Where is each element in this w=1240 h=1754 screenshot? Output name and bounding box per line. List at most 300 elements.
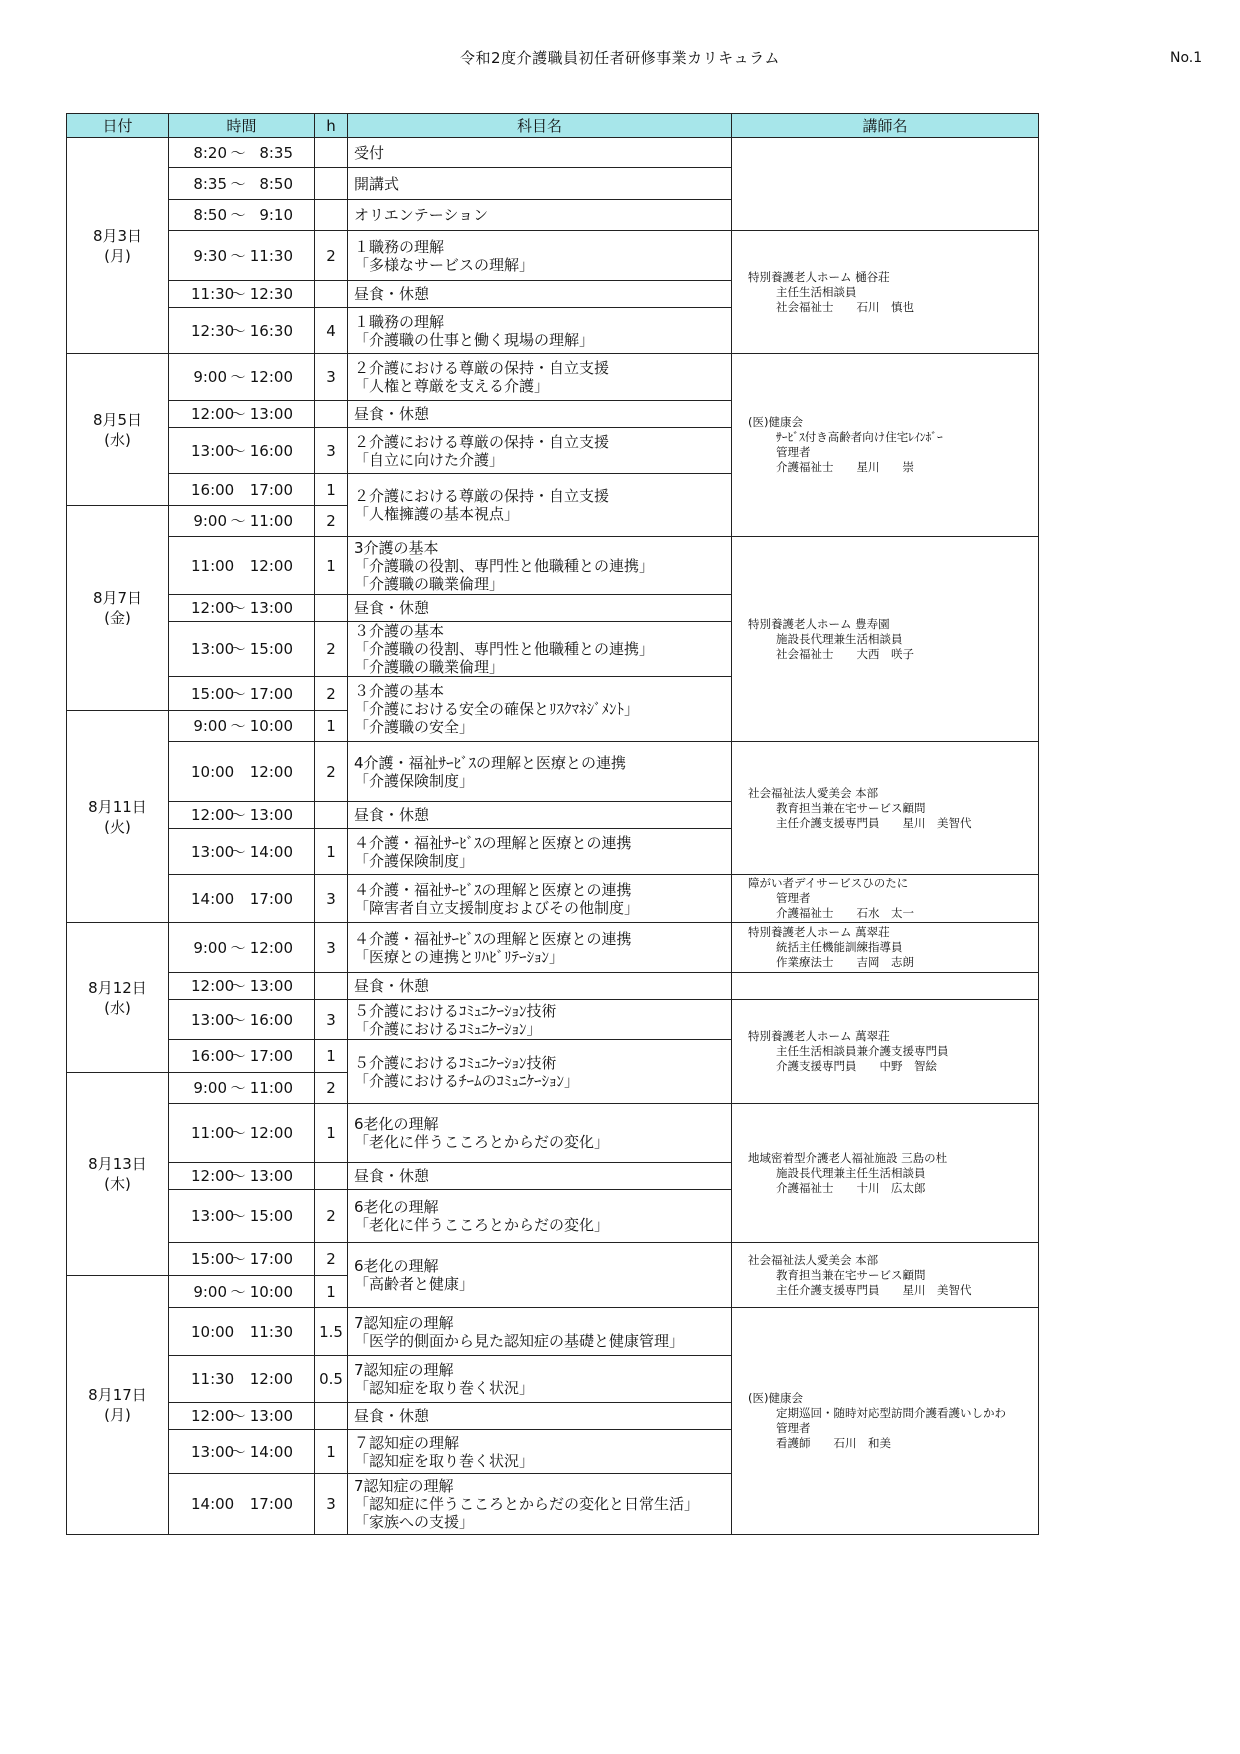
hours-cell: 1 — [315, 537, 348, 595]
instructor-line: 特別養護老人ホーム 萬翠荘 — [748, 1029, 890, 1043]
instructor-line: 地域密着型介護老人福祉施設 三島の杜 — [748, 1150, 948, 1165]
start-time: 13:00 — [191, 441, 235, 460]
hours-cell — [315, 200, 348, 231]
end-time: 14:00 — [249, 842, 293, 861]
time-cell — [169, 506, 315, 537]
date-line: 8月3日 — [92, 226, 143, 245]
time-cell — [169, 1403, 315, 1430]
subject-cell — [348, 138, 732, 168]
start-time: 9:30 — [193, 246, 227, 265]
end-time: 13:00 — [249, 977, 293, 995]
subject-cell — [348, 829, 732, 875]
hours-cell — [315, 802, 348, 829]
instructor-line: 障がい者デイサービスひのたに — [748, 876, 909, 890]
start-time: 15:00 — [191, 684, 235, 703]
subject-line: 「多様なサービスの理解」 — [354, 255, 535, 274]
end-time: 15:00 — [249, 640, 293, 658]
time-cell — [169, 354, 315, 401]
time-cell — [169, 1356, 315, 1403]
instructor-line: 介護福祉士 石水 太一 — [776, 906, 914, 920]
subject-cell — [348, 354, 732, 401]
time-cell — [169, 875, 315, 923]
end-time: 12:00 — [249, 368, 293, 386]
date-line: (月) — [104, 1406, 131, 1424]
start-time: 9:00 — [193, 368, 227, 386]
end-time: 13:00 — [249, 806, 293, 824]
end-time: 10:00 — [249, 717, 293, 735]
start-time: 14:00 — [191, 889, 235, 908]
date-line: 8月12日 — [88, 978, 147, 997]
subject-cell — [348, 474, 732, 537]
instructor-line: 主任生活相談員 — [776, 284, 857, 299]
time-cell — [169, 428, 315, 474]
end-time: 12:00 — [249, 1124, 293, 1142]
date-line: 8月11日 — [88, 797, 147, 816]
instructor-line: 介護支援専門員 中野 智絵 — [776, 1059, 937, 1073]
end-time: 12:30 — [249, 285, 293, 303]
time-separator: ～ — [230, 1250, 246, 1268]
time-cell — [169, 1073, 315, 1104]
time-cell — [169, 742, 315, 802]
date-line: 8月7日 — [92, 589, 143, 607]
hours-cell: 2 — [315, 1190, 348, 1243]
table-row — [67, 1000, 1039, 1040]
time-separator: ～ — [230, 1079, 246, 1097]
start-time: 10:00 — [191, 762, 235, 781]
time-separator: ～ — [230, 174, 246, 193]
time-cell — [169, 1276, 315, 1308]
end-time: 16:00 — [249, 1010, 293, 1029]
date-cell — [67, 1276, 169, 1535]
hours-cell: 2 — [315, 231, 348, 281]
end-time: 13:00 — [249, 599, 293, 617]
instructor-line: 統括主任機能訓練指導員 — [776, 940, 903, 954]
time-cell — [169, 537, 315, 595]
end-time: 12:00 — [249, 556, 293, 575]
hours-cell: 3 — [315, 1000, 348, 1040]
subject-cell — [348, 200, 732, 231]
instructor-cell — [732, 1243, 1039, 1308]
subject-line: ４介護・福祉ｻｰﾋﾞｽの理解と医療との連携 — [354, 929, 632, 948]
table-row — [67, 923, 1039, 973]
start-time: 9:00 — [193, 1282, 227, 1301]
subject-cell — [348, 308, 732, 354]
date-line: (水) — [104, 430, 131, 449]
end-time: 16:00 — [249, 441, 293, 460]
instructor-line: 介護福祉士 星川 崇 — [776, 460, 914, 474]
time-cell — [169, 1104, 315, 1163]
start-time: 16:00 — [191, 1047, 235, 1065]
subject-cell — [348, 281, 732, 308]
subject-line: 6老化の理解 — [354, 1115, 439, 1133]
time-separator: ～ — [230, 143, 246, 162]
hours-cell: 1 — [315, 1040, 348, 1073]
subject-line: 昼食・休憩 — [354, 599, 430, 617]
hours-cell: 1 — [315, 474, 348, 506]
date-cell — [67, 138, 169, 354]
start-time: 11:30 — [191, 285, 235, 303]
hours-cell: 2 — [315, 1243, 348, 1276]
end-time: 11:00 — [249, 512, 293, 530]
time-separator: ～ — [230, 1167, 246, 1185]
subject-cell — [348, 622, 732, 677]
instructor-line: 主任生活相談員兼介護支援専門員 — [776, 1044, 949, 1058]
table-row — [67, 973, 1039, 1000]
instructor-line: 介護福祉士 十川 広太郎 — [776, 1180, 926, 1195]
start-time: 8:50 — [193, 206, 227, 224]
hours-cell — [315, 138, 348, 168]
instructor-line: 社会福祉士 石川 慎也 — [776, 299, 914, 314]
subject-cell — [348, 595, 732, 622]
end-time: 12:00 — [249, 938, 293, 957]
end-time: 17:00 — [249, 889, 293, 908]
end-time: 8:50 — [259, 174, 293, 193]
start-time: 12:00 — [191, 1167, 235, 1185]
subject-line: 「認知症を取り巻く状況」 — [354, 1451, 535, 1470]
hours-cell: 1 — [315, 1104, 348, 1163]
date-line: 8月13日 — [88, 1155, 147, 1173]
end-time: 17:00 — [249, 1495, 293, 1513]
end-time: 13:00 — [249, 405, 293, 423]
time-cell — [169, 1243, 315, 1276]
subject-line: 「介護職の仕事と働く現場の理解」 — [354, 330, 595, 349]
instructor-line: 教育担当兼在宅サービス顧問 — [776, 1267, 926, 1282]
time-cell — [169, 1163, 315, 1190]
start-time: 11:00 — [191, 1124, 235, 1142]
start-time: 15:00 — [191, 1250, 235, 1268]
subject-line: 昼食・休憩 — [354, 1167, 430, 1185]
subject-line: 3介護の基本 — [354, 538, 439, 557]
start-time: 9:00 — [193, 1079, 227, 1097]
table-row — [67, 1308, 1039, 1356]
instructor-cell — [732, 1000, 1039, 1104]
end-time: 11:00 — [249, 1079, 293, 1097]
time-separator: ～ — [230, 246, 246, 265]
time-cell — [169, 474, 315, 506]
subject-cell — [348, 1163, 732, 1190]
time-cell — [169, 802, 315, 829]
start-time: 12:00 — [191, 1407, 235, 1425]
subject-line: 「障害者自立支援制度およびその他制度」 — [354, 898, 640, 917]
subject-cell — [348, 1403, 732, 1430]
hours-cell: 3 — [315, 923, 348, 973]
instructor-line: 社会福祉士 大西 咲子 — [776, 646, 914, 661]
time-cell — [169, 281, 315, 308]
start-time: 8:20 — [193, 143, 227, 162]
subject-line: ３介護の基本 — [354, 622, 445, 640]
time-cell — [169, 231, 315, 281]
time-separator: ～ — [230, 206, 246, 224]
subject-line: １職務の理解 — [354, 237, 445, 256]
instructor-line: 施設長代理兼生活相談員 — [776, 631, 903, 646]
hours-cell: 2 — [315, 1073, 348, 1104]
time-separator: ～ — [230, 321, 246, 340]
start-time: 12:00 — [191, 977, 235, 995]
time-separator: ～ — [230, 599, 246, 617]
hours-cell: 2 — [315, 622, 348, 677]
subject-line: オリエンテーション — [354, 206, 489, 224]
header-instructor: 講師名 — [732, 114, 1039, 138]
time-separator: ～ — [230, 938, 246, 957]
subject-line: 「介護におけるﾁｰﾑのｺﾐｭﾆｹｰｼｮﾝ」 — [354, 1071, 580, 1090]
time-separator: ～ — [230, 977, 246, 995]
subject-line: 「介護職の役割、専門性と他職種との連携」 — [354, 640, 655, 658]
time-cell — [169, 595, 315, 622]
start-time: 10:00 — [191, 1322, 235, 1341]
instructor-line: 特別養護老人ホーム 萬翠荘 — [748, 925, 890, 939]
end-time: 17:00 — [249, 1047, 293, 1065]
hours-cell: 3 — [315, 428, 348, 474]
subject-line: 昼食・休憩 — [354, 405, 430, 423]
subject-cell — [348, 875, 732, 923]
instructor-cell — [732, 537, 1039, 742]
instructor-cell — [732, 923, 1039, 973]
subject-line: 「介護職の安全」 — [354, 718, 475, 736]
time-cell — [169, 168, 315, 200]
time-separator: ～ — [230, 405, 246, 423]
subject-line: 「自立に向けた介護」 — [354, 450, 505, 469]
hours-cell: 3 — [315, 354, 348, 401]
subject-line: 「老化に伴うこころとからだの変化」 — [354, 1216, 610, 1234]
hours-cell: 2 — [315, 506, 348, 537]
instructor-cell — [732, 742, 1039, 875]
time-cell — [169, 973, 315, 1000]
header-time: 時間 — [169, 114, 315, 138]
hours-cell: 1 — [315, 1430, 348, 1474]
hours-cell: 4 — [315, 308, 348, 354]
subject-line: 昼食・休憩 — [354, 1407, 430, 1425]
subject-cell — [348, 1308, 732, 1356]
end-time: 13:00 — [249, 1407, 293, 1425]
time-separator: ～ — [230, 806, 246, 824]
header-hours: h — [315, 114, 348, 138]
time-cell — [169, 1040, 315, 1073]
instructor-line: 主任介護支援専門員 星川 美智代 — [776, 1282, 972, 1297]
subject-line: 「医療との連携とﾘﾊﾋﾞﾘﾃｰｼｮﾝ」 — [354, 947, 565, 966]
subject-line: 「介護職の職業倫理」 — [354, 574, 505, 593]
end-time: 12:00 — [249, 762, 293, 781]
start-time: 12:00 — [191, 405, 235, 423]
time-cell — [169, 1000, 315, 1040]
subject-line: 受付 — [354, 143, 385, 162]
table-row — [67, 742, 1039, 802]
hours-cell — [315, 595, 348, 622]
start-time: 12:00 — [191, 599, 235, 617]
end-time: 14:00 — [249, 1442, 293, 1461]
start-time: 13:00 — [191, 640, 235, 658]
time-separator: ～ — [230, 1207, 246, 1225]
hours-cell — [315, 973, 348, 1000]
subject-line: ５介護におけるｺﾐｭﾆｹｰｼｮﾝ技術 — [354, 1001, 557, 1020]
start-time: 12:00 — [191, 806, 235, 824]
date-line: 8月17日 — [88, 1386, 147, 1404]
end-time: 10:00 — [249, 1282, 293, 1301]
date-line: (水) — [104, 998, 131, 1017]
instructor-cell — [732, 1308, 1039, 1535]
time-cell — [169, 923, 315, 973]
end-time: 17:00 — [249, 480, 293, 499]
time-separator: ～ — [230, 1010, 246, 1029]
end-time: 17:00 — [249, 1250, 293, 1268]
subject-cell — [348, 1000, 732, 1040]
start-time: 9:00 — [193, 512, 227, 530]
table-row — [67, 1243, 1039, 1276]
end-time: 8:35 — [259, 143, 293, 162]
curriculum-table — [66, 113, 1039, 1535]
time-cell — [169, 1190, 315, 1243]
end-time: 12:00 — [249, 1370, 293, 1388]
instructor-line: 特別養護老人ホーム 豊寿園 — [748, 616, 890, 631]
document-title: 令和2度介護職員初任者研修事業カリキュラム — [460, 49, 780, 67]
date-line: 8月5日 — [92, 410, 143, 429]
start-time: 11:00 — [191, 556, 235, 575]
instructor-line: (医)健康会 — [748, 1391, 803, 1405]
date-cell — [67, 506, 169, 711]
time-cell — [169, 622, 315, 677]
instructor-line: 定期巡回・随時対応型訪問介護看護いしかわ — [776, 1406, 1006, 1420]
date-cell — [67, 711, 169, 923]
subject-line: 「介護職の職業倫理」 — [354, 658, 505, 676]
subject-line: 「高齢者と健康」 — [354, 1275, 475, 1293]
header-subject: 科目名 — [348, 114, 732, 138]
subject-line: １職務の理解 — [354, 312, 445, 331]
time-separator: ～ — [230, 640, 246, 658]
time-separator: ～ — [230, 717, 246, 735]
end-time: 11:30 — [249, 1322, 293, 1341]
instructor-cell — [732, 1104, 1039, 1243]
subject-line: 昼食・休憩 — [354, 806, 430, 824]
date-line: (木) — [104, 1175, 131, 1193]
subject-line: 「認知症を取り巻く状況」 — [354, 1379, 535, 1397]
hours-cell — [315, 1403, 348, 1430]
hours-cell: 2 — [315, 677, 348, 711]
hours-cell: 3 — [315, 1474, 348, 1535]
date-cell — [67, 923, 169, 1073]
subject-line: 「人権と尊厳を支える介護」 — [354, 377, 550, 395]
time-cell — [169, 677, 315, 711]
end-time: 11:30 — [249, 246, 293, 265]
subject-line: 開講式 — [354, 174, 400, 193]
date-line: (金) — [104, 609, 131, 627]
time-separator: ～ — [230, 285, 246, 303]
start-time: 13:00 — [191, 1010, 235, 1029]
date-cell — [67, 1073, 169, 1276]
date-line: (月) — [104, 246, 131, 265]
table-header-row — [67, 114, 1039, 138]
date-cell — [67, 354, 169, 506]
subject-line: ２介護における尊厳の保持・自立支援 — [354, 359, 610, 377]
start-time: 13:00 — [191, 1442, 235, 1461]
subject-line: 7認知症の理解 — [354, 1313, 454, 1332]
time-separator: ～ — [230, 1124, 246, 1142]
subject-cell — [348, 1243, 732, 1308]
hours-cell — [315, 401, 348, 428]
time-cell — [169, 1430, 315, 1474]
instructor-line: 特別養護老人ホーム 樋谷荘 — [748, 269, 890, 284]
hours-cell: 0.5 — [315, 1356, 348, 1403]
instructor-line: 教育担当兼在宅サービス顧問 — [776, 800, 926, 815]
subject-line: 7認知症の理解 — [354, 1361, 454, 1379]
subject-line: 昼食・休憩 — [354, 977, 430, 995]
table-row — [67, 875, 1039, 923]
instructor-line: 社会福祉法人愛美会 本部 — [748, 785, 879, 800]
subject-line: 昼食・休憩 — [354, 285, 430, 303]
subject-cell — [348, 428, 732, 474]
subject-cell — [348, 742, 732, 802]
hours-cell: 2 — [315, 742, 348, 802]
instructor-line: 社会福祉法人愛美会 本部 — [748, 1252, 879, 1267]
subject-cell — [348, 1430, 732, 1474]
table-body — [67, 138, 1039, 1535]
table-row — [67, 537, 1039, 595]
hours-cell — [315, 281, 348, 308]
subject-cell — [348, 923, 732, 973]
start-time: 9:00 — [193, 717, 227, 735]
time-cell — [169, 1474, 315, 1535]
subject-cell — [348, 802, 732, 829]
hours-cell: 1 — [315, 1276, 348, 1308]
subject-cell — [348, 677, 732, 742]
instructor-cell — [732, 138, 1039, 231]
time-cell — [169, 711, 315, 742]
subject-line: ５介護におけるｺﾐｭﾆｹｰｼｮﾝ技術 — [354, 1053, 557, 1072]
subject-line: 7認知症の理解 — [354, 1477, 454, 1495]
time-separator: ～ — [230, 1442, 246, 1461]
date-line: (火) — [104, 817, 131, 836]
instructor-line: (医)健康会 — [748, 415, 803, 429]
time-separator: ～ — [230, 512, 246, 530]
start-time: 13:00 — [191, 842, 235, 861]
subject-line: 6老化の理解 — [354, 1257, 439, 1275]
subject-line: 「介護保険制度」 — [354, 851, 475, 870]
subject-cell — [348, 401, 732, 428]
instructor-cell — [732, 354, 1039, 537]
table-row — [67, 138, 1039, 168]
time-cell — [169, 308, 315, 354]
time-separator: ～ — [230, 441, 246, 460]
subject-line: 「老化に伴うこころとからだの変化」 — [354, 1133, 610, 1151]
instructor-line: 主任介護支援専門員 星川 美智代 — [776, 815, 972, 830]
instructor-line: 作業療法士 吉岡 志朗 — [776, 955, 914, 969]
subject-cell — [348, 1104, 732, 1163]
hours-cell: 1 — [315, 829, 348, 875]
subject-line: 「医学的側面から見た認知症の基礎と健康管理」 — [354, 1331, 685, 1350]
instructor-line: 管理者 — [776, 891, 811, 905]
start-time: 14:00 — [191, 1495, 235, 1513]
time-cell — [169, 200, 315, 231]
subject-cell — [348, 973, 732, 1000]
subject-line: ４介護・福祉ｻｰﾋﾞｽの理解と医療との連携 — [354, 833, 632, 852]
subject-cell — [348, 1474, 732, 1535]
instructor-cell — [732, 973, 1039, 1000]
subject-cell — [348, 537, 732, 595]
subject-cell — [348, 231, 732, 281]
instructor-line: ｻｰﾋﾞｽ付き高齢者向け住宅ﾚｲﾝﾎﾞｰ — [776, 430, 943, 444]
instructor-line: 管理者 — [776, 1421, 811, 1435]
page-number: No.1 — [1170, 50, 1203, 66]
end-time: 9:10 — [259, 206, 293, 224]
start-time: 13:00 — [191, 1207, 235, 1225]
subject-line: 6老化の理解 — [354, 1198, 439, 1216]
hours-cell — [315, 168, 348, 200]
end-time: 15:00 — [249, 1207, 293, 1225]
time-cell — [169, 138, 315, 168]
time-separator: ～ — [230, 684, 246, 703]
start-time: 16:00 — [191, 480, 235, 499]
instructor-cell — [732, 875, 1039, 923]
hours-cell: 3 — [315, 875, 348, 923]
table-row — [67, 231, 1039, 281]
